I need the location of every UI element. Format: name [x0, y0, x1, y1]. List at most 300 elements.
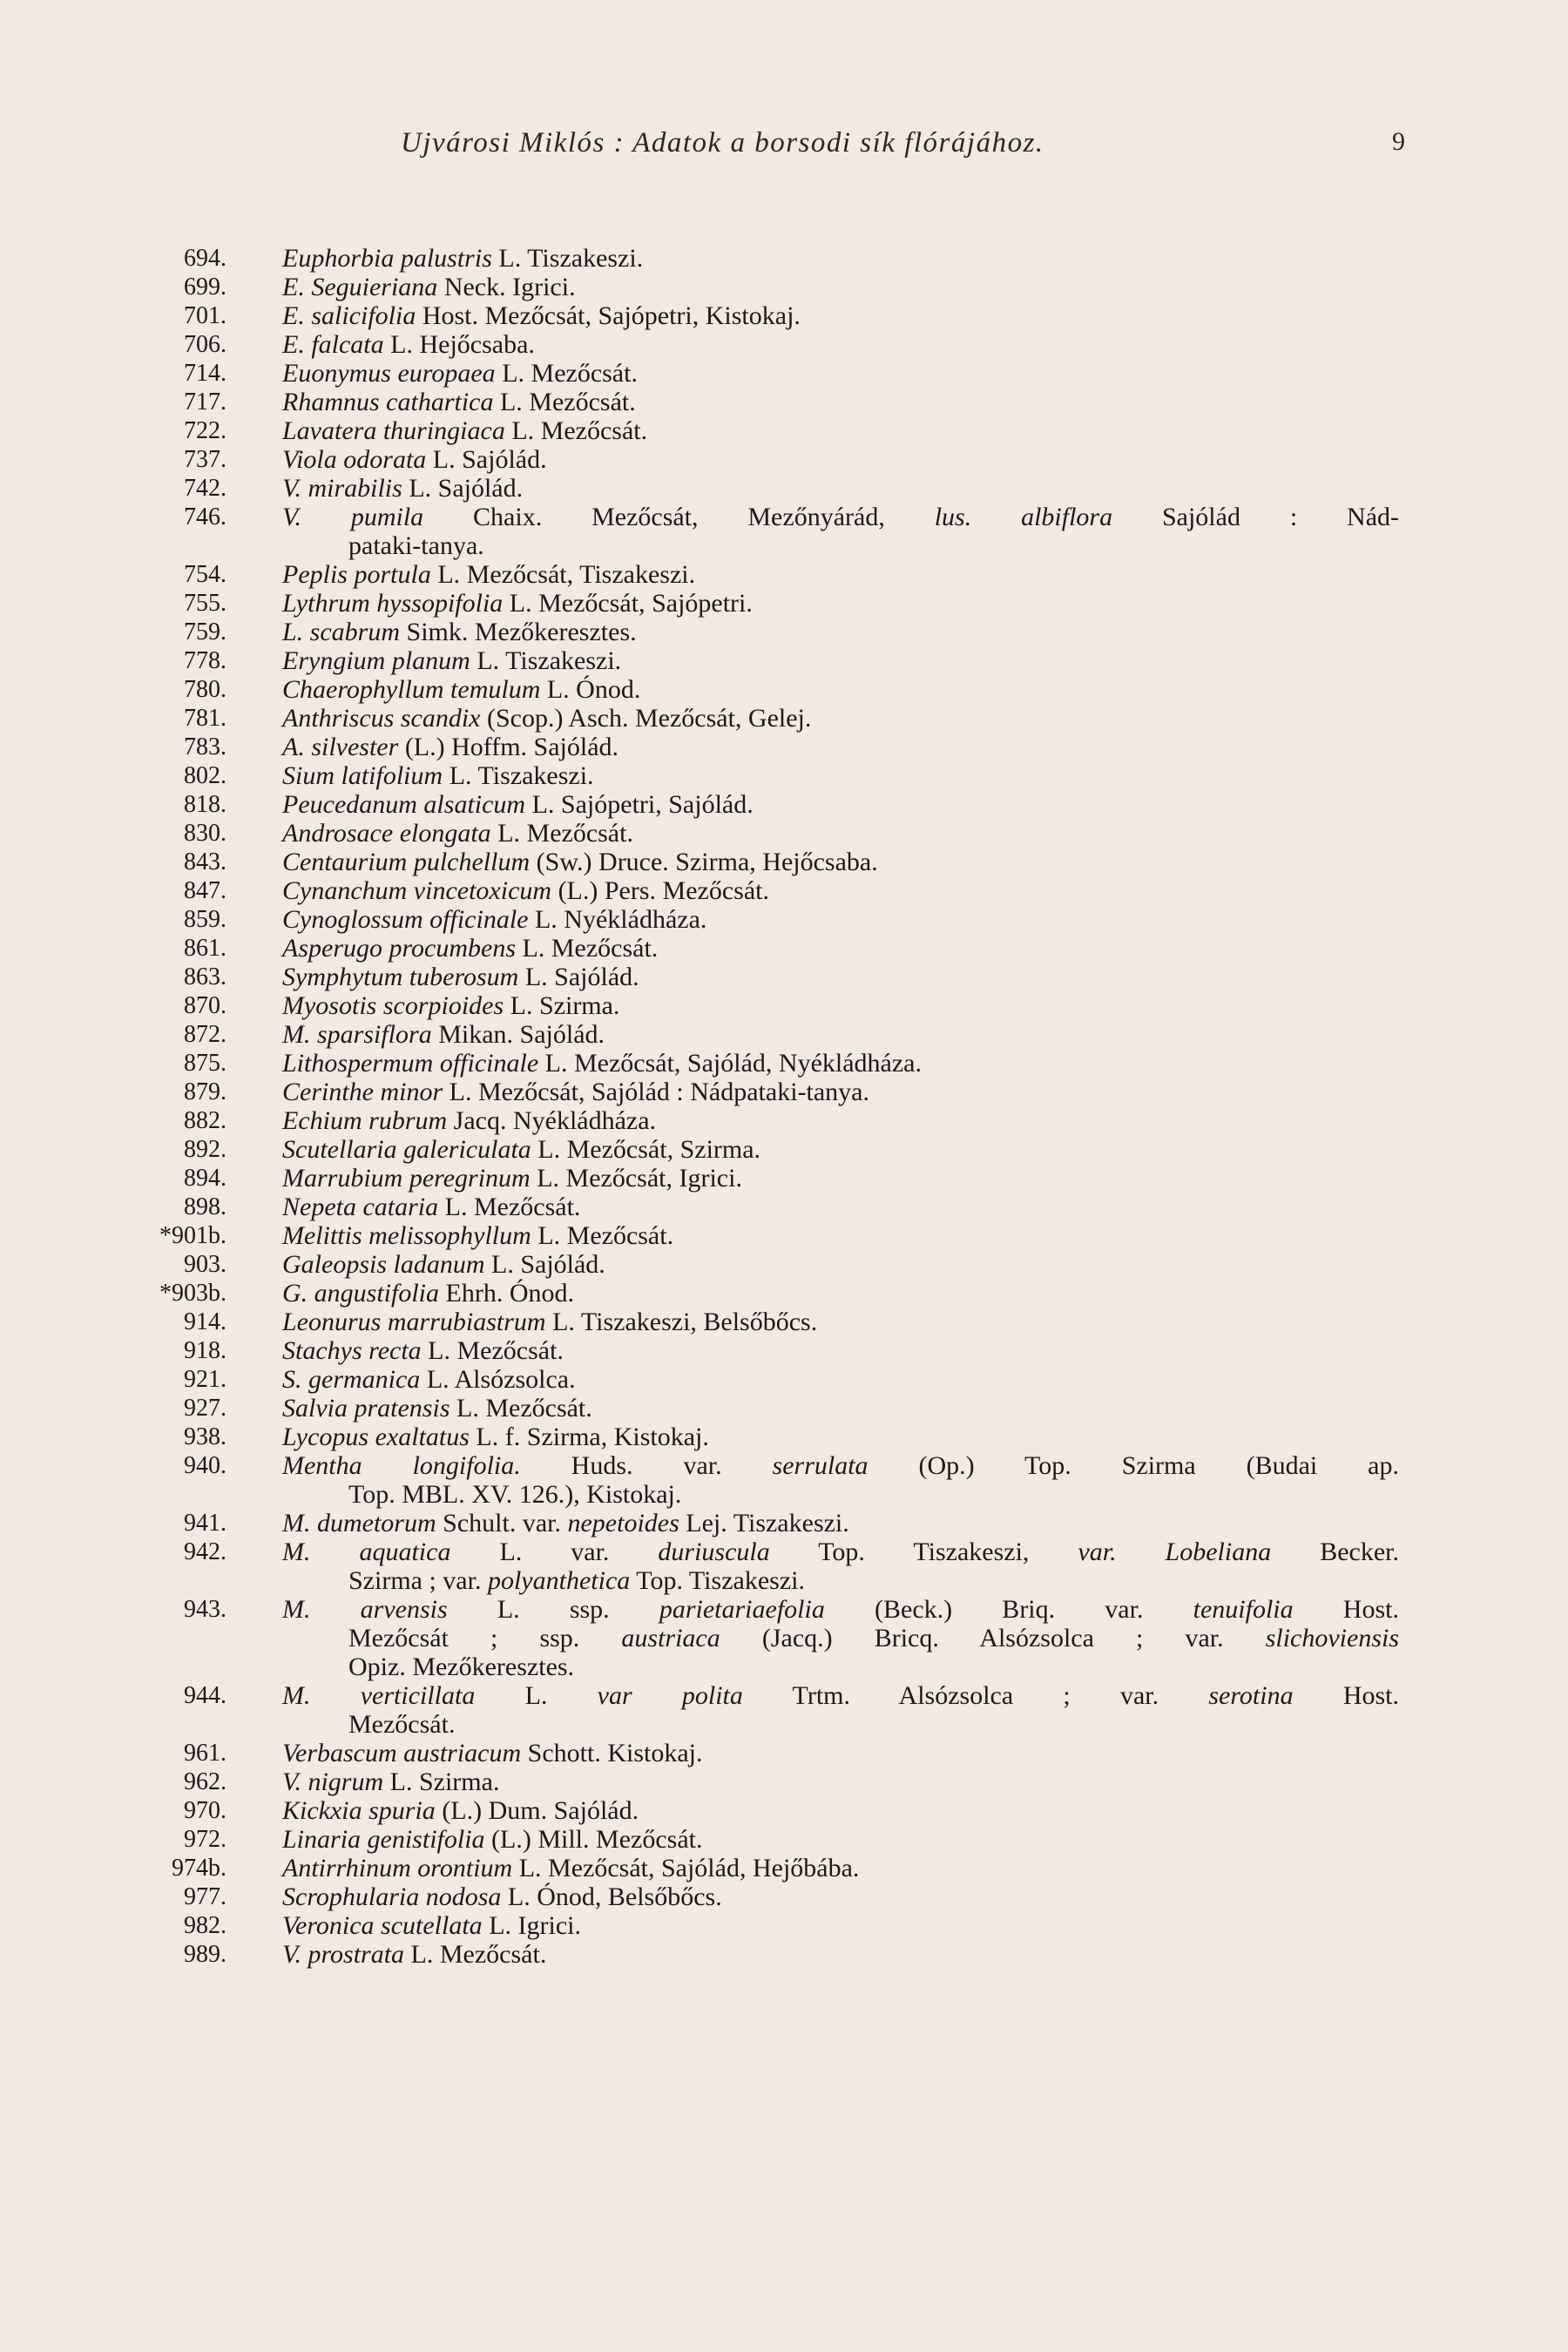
entry-text — [282, 1739, 1399, 1767]
taxon-name: M. arvensis — [282, 1595, 448, 1624]
list-item — [0, 991, 1568, 1020]
entry-number: 861. — [184, 935, 226, 962]
taxon-name: M. verticillata — [282, 1681, 476, 1710]
entry-detail: Lej. Tiszakeszi. — [679, 1509, 849, 1538]
taxon-name: slichoviensis — [1265, 1624, 1399, 1652]
entry-detail: Huds. var. — [520, 1451, 773, 1480]
entry-number: 783. — [184, 733, 226, 760]
taxon-name: L. scabrum — [282, 618, 401, 646]
entry-detail: Host. Mezőcsát, Sajópetri, Kistokaj. — [416, 301, 801, 330]
taxon-name: Viola odorata — [282, 445, 427, 474]
list-item — [0, 560, 1568, 589]
entry-detail: L. — [475, 1681, 598, 1710]
list-item — [0, 445, 1568, 474]
entry-text — [282, 1193, 1399, 1221]
list-item — [0, 646, 1568, 675]
entry-continuation — [348, 531, 1399, 560]
list-item — [0, 1595, 1568, 1681]
entry-text — [282, 819, 1399, 848]
list-item — [0, 1423, 1568, 1451]
list-item — [0, 1193, 1568, 1221]
entry-text — [282, 301, 1399, 330]
entry-number: 898. — [184, 1193, 226, 1220]
entry-number: 699. — [184, 274, 226, 301]
entry-detail: L. Sajólád. — [402, 474, 524, 503]
entry-number: 940. — [184, 1452, 226, 1479]
entry-text — [282, 1940, 1399, 1969]
taxon-name: M. aquatica — [282, 1538, 451, 1566]
entry-text — [282, 934, 1399, 963]
entry-detail: L. Mezőcsát, Sajólád : Nádpataki-tanya. — [443, 1078, 870, 1106]
entry-number: 894. — [184, 1165, 226, 1192]
taxon-name: Linaria genistifolia — [282, 1825, 485, 1854]
list-item — [0, 1796, 1568, 1825]
entry-number: 714. — [184, 360, 226, 387]
list-item — [0, 876, 1568, 905]
taxon-name: V. pumila — [282, 503, 424, 531]
list-item — [0, 675, 1568, 704]
entry-number: 941. — [184, 1510, 226, 1537]
taxon-name: E. falcata — [282, 330, 384, 359]
taxon-name: Marrubium peregrinum — [282, 1164, 531, 1193]
entry-text — [282, 675, 1399, 704]
entry-number: 974b. — [172, 1855, 226, 1882]
entry-text — [282, 388, 1399, 416]
entry-detail: Top. MBL. XV. 126.), Kistokaj. — [348, 1480, 682, 1509]
entry-number: 694. — [184, 245, 226, 272]
entry-number: 892. — [184, 1136, 226, 1163]
taxon-name: Nepeta cataria — [282, 1193, 439, 1221]
entry-continuation — [348, 1624, 1399, 1652]
entry-detail: L. Mezőcsát, Tiszakeszi. — [430, 560, 696, 589]
entry-text — [282, 704, 1399, 733]
entry-detail: L. Tiszakeszi. — [491, 244, 644, 273]
entry-text — [282, 646, 1399, 675]
entry-detail: Trtm. Alsózsolca ; var. — [742, 1681, 1209, 1710]
entry-number: 918. — [184, 1337, 226, 1364]
entry-number: 778. — [184, 647, 226, 674]
taxon-name: M. dumetorum — [282, 1509, 436, 1538]
list-item — [0, 1394, 1568, 1423]
entry-text — [282, 618, 1399, 646]
taxon-name: tenuifolia — [1193, 1595, 1294, 1624]
entry-text — [282, 1020, 1399, 1049]
taxon-name: Euonymus europaea — [282, 359, 496, 388]
list-item — [0, 1854, 1568, 1882]
taxon-name: Eryngium planum — [282, 646, 470, 675]
entry-text — [282, 1854, 1399, 1882]
entry-text — [282, 1365, 1399, 1394]
taxon-name: Peucedanum alsaticum — [282, 790, 526, 819]
entry-detail: Schult. var. — [436, 1509, 568, 1538]
entry-detail: Schott. Kistokaj. — [521, 1739, 703, 1767]
entry-text — [282, 761, 1399, 790]
list-item — [0, 1509, 1568, 1538]
taxon-name: M. sparsiflora — [282, 1020, 432, 1049]
entry-detail: L. Mezőcsát, Igrici. — [530, 1164, 742, 1193]
list-item — [0, 905, 1568, 934]
entry-text — [282, 1681, 1399, 1710]
entry-detail: Top. Tiszakeszi. — [630, 1566, 805, 1595]
taxon-name: Lythrum hyssopifolia — [282, 589, 504, 618]
entry-text — [282, 1538, 1399, 1566]
running-title: Ujvárosi Miklós : Adatok a borsodi sík flórájához. — [401, 127, 1044, 159]
entry-detail: Mezőcsát ; ssp. — [348, 1624, 622, 1652]
entry-number: 818. — [184, 791, 226, 818]
entry-text — [282, 445, 1399, 474]
taxon-name: serrulata — [772, 1451, 868, 1480]
taxon-name: Echium rubrum — [282, 1106, 448, 1135]
list-item — [0, 1106, 1568, 1135]
taxon-name: Chaerophyllum temulum — [282, 675, 541, 704]
entry-number: 977. — [184, 1883, 226, 1910]
entry-number: 989. — [184, 1941, 226, 1968]
entry-detail: L. Mezőcsát, Sajópetri. — [503, 589, 753, 618]
entry-detail: L. Sajólád. — [426, 445, 547, 474]
entry-text — [282, 1796, 1399, 1825]
list-item — [0, 1739, 1568, 1767]
taxon-name: polyanthetica — [487, 1566, 631, 1595]
entry-detail: Sajólád : Nád- — [1112, 503, 1399, 531]
entry-detail: L. Mezőcsát, Szirma. — [531, 1135, 761, 1164]
entry-number: 927. — [184, 1395, 226, 1422]
entry-number: 847. — [184, 877, 226, 904]
taxon-name: Sium latifolium — [282, 761, 443, 790]
entry-detail: pataki-tanya. — [348, 531, 484, 560]
entry-text — [282, 1595, 1399, 1624]
entry-detail: (Sw.) Druce. Szirma, Hejőcsaba. — [530, 848, 878, 876]
entry-detail: (L.) Mill. Mezőcsát. — [484, 1825, 703, 1854]
entry-detail: L. Sajópetri, Sajólád. — [525, 790, 754, 819]
list-item — [0, 1538, 1568, 1595]
entry-detail: L. Mezőcsát. — [495, 359, 638, 388]
entry-text — [282, 1308, 1399, 1336]
list-item — [0, 761, 1568, 790]
entry-detail: L. Igrici. — [482, 1911, 581, 1940]
entry-text — [282, 1135, 1399, 1164]
list-item — [0, 934, 1568, 963]
entry-number: 706. — [184, 331, 226, 358]
list-item — [0, 1279, 1568, 1308]
entry-detail: Opiz. Mezőkeresztes. — [348, 1652, 575, 1681]
entry-detail: Jacq. Nyékládháza. — [447, 1106, 657, 1135]
entry-number: 961. — [184, 1740, 226, 1767]
entry-number: 802. — [184, 762, 226, 789]
entry-number: 754. — [184, 561, 226, 588]
taxon-name: Leonurus marrubiastrum — [282, 1308, 546, 1336]
entry-text — [282, 1451, 1399, 1480]
list-item — [0, 618, 1568, 646]
taxon-name: Symphytum tuberosum — [282, 963, 519, 991]
entry-detail: L. Mezőcsát. — [516, 934, 659, 963]
entry-text — [282, 848, 1399, 876]
entry-text — [282, 991, 1399, 1020]
taxon-name: Kickxia spuria — [282, 1796, 436, 1825]
taxon-name: duriuscula — [658, 1538, 770, 1566]
entry-text — [282, 589, 1399, 618]
taxon-name: E. salicifolia — [282, 301, 416, 330]
entry-number: 970. — [184, 1797, 226, 1824]
entry-number: 701. — [184, 302, 226, 329]
entry-text — [282, 1049, 1399, 1078]
taxon-name: Centaurium pulchellum — [282, 848, 531, 876]
entry-detail: (Scop.) Asch. Mezőcsát, Gelej. — [480, 704, 812, 733]
entry-detail: Becker. — [1271, 1538, 1400, 1566]
entry-text — [282, 359, 1399, 388]
list-item — [0, 589, 1568, 618]
list-item — [0, 1250, 1568, 1279]
taxon-name: lus. albiflora — [934, 503, 1113, 531]
entry-number: 859. — [184, 906, 226, 933]
list-item — [0, 1308, 1568, 1336]
entry-detail: L. Sajólád. — [518, 963, 639, 991]
list-item — [0, 1681, 1568, 1739]
entry-text — [282, 1825, 1399, 1854]
entry-detail: L. Mezőcsát. — [504, 416, 648, 445]
entry-text — [282, 503, 1399, 531]
entry-text — [282, 1106, 1399, 1135]
taxon-name: Antirrhinum orontium — [282, 1854, 513, 1882]
list-item — [0, 301, 1568, 330]
taxon-name: Myosotis scorpioides — [282, 991, 504, 1020]
entry-number: 755. — [184, 590, 226, 617]
entry-text — [282, 905, 1399, 934]
entry-detail: L. Mezőcsát, Sajólád, Hejőbába. — [512, 1854, 860, 1882]
entry-detail: L. Szirma. — [504, 991, 620, 1020]
entry-number: 717. — [184, 389, 226, 416]
list-item — [0, 474, 1568, 503]
entry-detail: L. f. Szirma, Kistokaj. — [469, 1423, 709, 1451]
entry-text — [282, 1221, 1399, 1250]
taxon-name: Stachys recta — [282, 1336, 422, 1365]
entry-text — [282, 1767, 1399, 1796]
entry-text — [282, 1279, 1399, 1308]
entry-number: 843. — [184, 848, 226, 875]
entry-text — [282, 733, 1399, 761]
entry-number: 879. — [184, 1078, 226, 1105]
list-item — [0, 1164, 1568, 1193]
list-item — [0, 819, 1568, 848]
taxon-name: Anthriscus scandix — [282, 704, 481, 733]
entry-text — [282, 560, 1399, 589]
entry-detail: (Jacq.) Bricq. Alsózsolca ; var. — [720, 1624, 1266, 1652]
taxon-name: nepetoides — [567, 1509, 679, 1538]
entry-number: 942. — [184, 1538, 226, 1565]
entry-number: 938. — [184, 1423, 226, 1450]
entry-number: 780. — [184, 676, 226, 703]
taxon-name: Melittis melissophyllum — [282, 1221, 531, 1250]
entry-detail: Neck. Igrici. — [437, 273, 576, 301]
list-item — [0, 848, 1568, 876]
taxon-name: Lavatera thuringiaca — [282, 416, 505, 445]
entry-text — [282, 876, 1399, 905]
entry-number: 759. — [184, 618, 226, 645]
taxon-name: Mentha longifolia. — [282, 1451, 521, 1480]
entry-detail: L. Mezőcsát. — [493, 388, 636, 416]
list-item — [0, 1365, 1568, 1394]
entry-number: 781. — [184, 705, 226, 732]
entry-detail: L. Mezőcsát. — [421, 1336, 564, 1365]
entry-continuation — [348, 1652, 1399, 1681]
taxon-name: Lycopus exaltatus — [282, 1423, 470, 1451]
entry-number: 914. — [184, 1308, 226, 1335]
list-item — [0, 416, 1568, 445]
entry-detail: L. Alsózsolca. — [420, 1365, 576, 1394]
list-item — [0, 1049, 1568, 1078]
taxon-name: Galeopsis ladanum — [282, 1250, 485, 1279]
list-item — [0, 1336, 1568, 1365]
taxon-name: serotina — [1208, 1681, 1294, 1710]
taxon-name: austriaca — [621, 1624, 720, 1652]
entry-number: *903b. — [159, 1280, 226, 1307]
entry-text — [282, 474, 1399, 503]
list-item — [0, 1940, 1568, 1969]
list-item — [0, 733, 1568, 761]
taxon-name: V. nigrum — [282, 1767, 384, 1796]
list-item — [0, 790, 1568, 819]
entry-detail: L. Szirma. — [383, 1767, 500, 1796]
list-item — [0, 1767, 1568, 1796]
page-number: 9 — [1392, 127, 1405, 156]
taxon-name: A. silvester — [282, 733, 399, 761]
entry-number: 875. — [184, 1050, 226, 1077]
entry-detail: L. Tiszakeszi, Belsőbőcs. — [545, 1308, 818, 1336]
taxon-name: parietariaefolia — [659, 1595, 825, 1624]
taxon-name: Peplis portula — [282, 560, 431, 589]
entry-number: 962. — [184, 1768, 226, 1795]
list-item — [0, 1825, 1568, 1854]
entry-text — [282, 1394, 1399, 1423]
entry-number: 746. — [184, 504, 226, 531]
taxon-name: E. Seguieriana — [282, 273, 438, 301]
entry-detail: Host. — [1293, 1595, 1399, 1624]
taxon-name: Lithospermum officinale — [282, 1049, 539, 1078]
entry-detail: L. Tiszakeszi. — [470, 646, 622, 675]
entry-text — [282, 1423, 1399, 1451]
entry-detail: Szirma ; var. — [348, 1566, 488, 1595]
entry-detail: L. Mezőcsát. — [438, 1193, 581, 1221]
entry-detail: L. Mezőcsát, Sajólád, Nyékládháza. — [538, 1049, 922, 1078]
entry-detail: L. Mezőcsát. — [404, 1940, 547, 1969]
list-item — [0, 1221, 1568, 1250]
taxon-name: Cerinthe minor — [282, 1078, 443, 1106]
entry-number: 882. — [184, 1107, 226, 1134]
list-item — [0, 359, 1568, 388]
entry-detail: Top. Tiszakeszi, — [769, 1538, 1078, 1566]
species-list — [0, 244, 1568, 1969]
taxon-name: Verbascum austriacum — [282, 1739, 522, 1767]
taxon-name: Cynoglossum officinale — [282, 905, 529, 934]
entry-detail: L. var. — [450, 1538, 659, 1566]
taxon-name: var. Lobeliana — [1078, 1538, 1272, 1566]
entry-text — [282, 244, 1399, 273]
taxon-name: Rhamnus cathartica — [282, 388, 494, 416]
entry-detail: Host. — [1293, 1681, 1399, 1710]
entry-text — [282, 1164, 1399, 1193]
entry-detail: Mezőcsát. — [348, 1710, 456, 1739]
entry-detail: L. Hejőcsaba. — [383, 330, 535, 359]
entry-number: 830. — [184, 820, 226, 847]
entry-text — [282, 1250, 1399, 1279]
entry-number: 872. — [184, 1021, 226, 1048]
entry-detail: L. Sajólád. — [484, 1250, 605, 1279]
taxon-name: Asperugo procumbens — [282, 934, 517, 963]
taxon-name: Euphorbia palustris — [282, 244, 492, 273]
taxon-name: G. angustifolia — [282, 1279, 440, 1308]
entry-detail: (L.) Pers. Mezőcsát. — [551, 876, 769, 905]
entry-detail: Ehrh. Ónod. — [439, 1279, 574, 1308]
entry-detail: L. Nyékládháza. — [528, 905, 707, 934]
entry-continuation — [348, 1480, 1399, 1509]
list-item — [0, 273, 1568, 301]
entry-detail: (Beck.) Briq. var. — [824, 1595, 1193, 1624]
entry-continuation — [348, 1566, 1399, 1595]
taxon-name: Cynanchum vincetoxicum — [282, 876, 552, 905]
taxon-name: Androsace elongata — [282, 819, 491, 848]
list-item — [0, 1020, 1568, 1049]
list-item — [0, 704, 1568, 733]
entry-detail: L. Mezőcsát. — [531, 1221, 674, 1250]
entry-number: 982. — [184, 1912, 226, 1939]
entry-number: 863. — [184, 963, 226, 990]
list-item — [0, 963, 1568, 991]
list-item — [0, 503, 1568, 560]
taxon-name: S. germanica — [282, 1365, 421, 1394]
entry-detail: L. Ónod. — [540, 675, 641, 704]
list-item — [0, 1078, 1568, 1106]
entry-detail: L. Mezőcsát. — [490, 819, 633, 848]
entry-continuation — [348, 1710, 1399, 1739]
entry-text — [282, 1336, 1399, 1365]
entry-number: 944. — [184, 1682, 226, 1709]
entry-detail: L. ssp. — [447, 1595, 659, 1624]
entry-text — [282, 790, 1399, 819]
list-item — [0, 1882, 1568, 1911]
entry-number: 742. — [184, 475, 226, 502]
entry-detail: L. Ónod, Belsőbőcs. — [501, 1882, 722, 1911]
entry-text — [282, 416, 1399, 445]
entry-detail: L. Tiszakeszi. — [443, 761, 594, 790]
entry-detail: (L.) Hoffm. Sajólád. — [398, 733, 619, 761]
taxon-name: var polita — [597, 1681, 743, 1710]
list-item — [0, 1911, 1568, 1940]
entry-text — [282, 1509, 1399, 1538]
entry-detail: Mikan. Sajólád. — [431, 1020, 605, 1049]
entry-detail: (L.) Dum. Sajólád. — [435, 1796, 639, 1825]
entry-text — [282, 1078, 1399, 1106]
entry-number: 737. — [184, 446, 226, 473]
taxon-name: Veronica scutellata — [282, 1911, 483, 1940]
entry-detail: Simk. Mezőkeresztes. — [400, 618, 637, 646]
entry-text — [282, 330, 1399, 359]
entry-number: 722. — [184, 417, 226, 444]
entry-text — [282, 1882, 1399, 1911]
entry-detail: (Op.) Top. Szirma (Budai ap. — [868, 1451, 1399, 1480]
list-item — [0, 330, 1568, 359]
taxon-name: Scutellaria galericulata — [282, 1135, 531, 1164]
list-item — [0, 388, 1568, 416]
entry-text — [282, 963, 1399, 991]
entry-detail: Chaix. Mezőcsát, Mezőnyárád, — [423, 503, 935, 531]
entry-text — [282, 273, 1399, 301]
entry-number: 870. — [184, 992, 226, 1019]
taxon-name: Salvia pratensis — [282, 1394, 450, 1423]
entry-detail: L. Mezőcsát. — [449, 1394, 592, 1423]
list-item — [0, 1451, 1568, 1509]
taxon-name: Scrophularia nodosa — [282, 1882, 502, 1911]
taxon-name: V. prostrata — [282, 1940, 405, 1969]
list-item — [0, 1135, 1568, 1164]
